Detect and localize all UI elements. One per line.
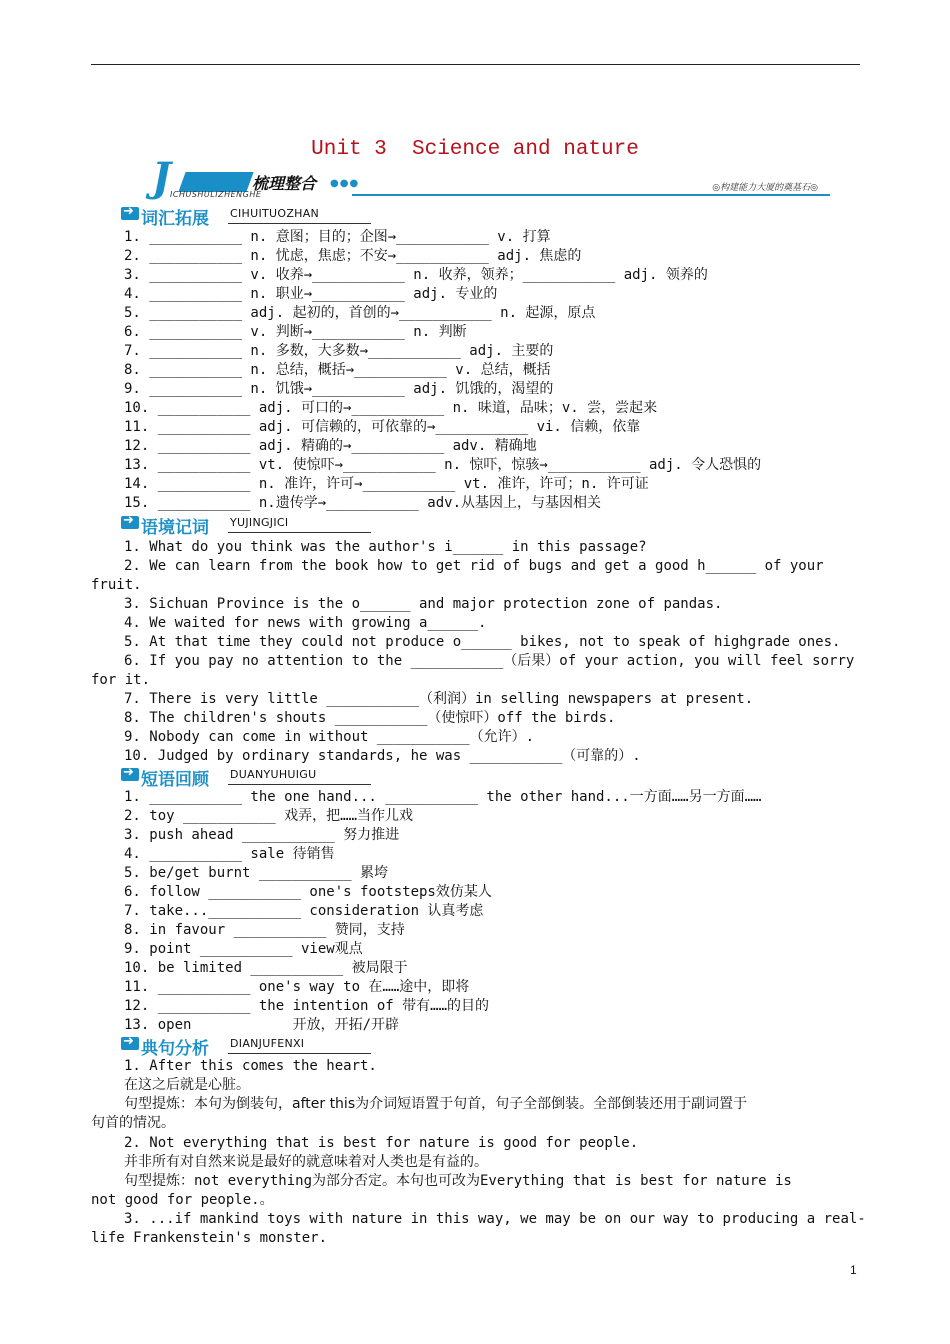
list-item: 1. What do you think was the author's i______ in this passage? — [124, 539, 647, 555]
list-item: 5. ___________ adj. 起初的，首创的→___________ n. 起源，原点 — [124, 305, 596, 321]
sentence-translation: 并非所有对自然来说是最好的就意味着对人类也是有益的。 — [124, 1154, 488, 1170]
arrow-icon — [121, 207, 139, 220]
list-item: 13. ___________ vt. 使惊吓→___________ n. 惊吓，惊骇→___________ adj. 令人恐惧的 — [124, 457, 762, 473]
list-item: 2. We can learn from the book how to get rid of bugs and get a good h______ of your — [124, 558, 824, 574]
list-item: 1. ___________ the one hand... ___________ the other hand...一方面……另一方面…… — [124, 789, 762, 805]
list-item: 14. ___________ n. 准许，许可→___________ vt. 准许，许可；n. 许可证 — [124, 476, 649, 492]
list-item: fruit. — [91, 577, 142, 593]
section-pinyin: DUANYUHUIGU — [230, 768, 317, 781]
section-title: 语境记词 — [141, 518, 209, 538]
list-item: 10. Judged by ordinary standards, he was ___________（可靠的）. — [124, 748, 641, 764]
list-item: 12. ___________ adj. 精确的→___________ adv. 精确地 — [124, 438, 537, 454]
list-item: 6. follow ___________ one's footsteps效仿某人 — [124, 884, 492, 900]
section-underline — [228, 1053, 371, 1054]
list-item: 2. ___________ n. 忧虑，焦虑；不安→___________ adj. 焦虑的 — [124, 248, 582, 264]
list-item: 2. toy ___________ 戏弄，把……当作儿戏 — [124, 808, 414, 824]
sentence-item: 1. After this comes the heart. — [124, 1058, 377, 1074]
list-item: 7. There is very little ___________（利润）in selling newspapers at present. — [124, 691, 754, 707]
section-title: 典句分析 — [141, 1039, 209, 1059]
banner-dots: ●●● — [330, 178, 360, 189]
list-item: 11. ___________ one's way to 在……途中，即将 — [124, 979, 470, 995]
section-underline — [228, 784, 371, 785]
sentence-item: life Frankenstein's monster. — [91, 1230, 328, 1246]
page-number: 1 — [850, 1263, 857, 1277]
banner-label: 梳理整合 — [252, 174, 317, 193]
list-item: 7. take...___________ consideration 认真考虑 — [124, 903, 484, 919]
section-underline — [228, 223, 371, 224]
list-item: 4. ___________ n. 职业→___________ adj. 专业的 — [124, 286, 498, 302]
arrow-icon — [121, 1037, 139, 1050]
list-item: 15. ___________ n.遗传学→___________ adv.从基因上，与基因相关 — [124, 495, 602, 511]
list-item: 5. be/get burnt ___________ 累垮 — [124, 865, 389, 881]
list-item: 10. be limited ___________ 被局限于 — [124, 960, 408, 976]
sentence-note: 句型提炼：本句为倒装句，after this为介词短语置于句首，句子全部倒装。全部倒装还用于副词置于 — [124, 1096, 748, 1112]
sentence-note: not good for people.。 — [91, 1192, 274, 1208]
list-item: 9. ___________ n. 饥饿→___________ adj. 饥饿的，渴望的 — [124, 381, 554, 397]
section-pinyin: DIANJUFENXI — [230, 1037, 305, 1050]
list-item: 5. At that time they could not produce o______ bikes, not to speak of highgrade ones. — [124, 634, 841, 650]
list-item: 1. ___________ n. 意图；目的；企图→___________ v. 打算 — [124, 229, 551, 245]
banner-pinyin: ICHUSHULIZHENGHE — [170, 190, 262, 199]
section-title: 词汇拓展 — [141, 209, 209, 229]
section-underline — [228, 532, 371, 533]
sentence-translation: 在这之后就是心脏。 — [124, 1077, 250, 1093]
sentence-note: 句型提炼：not everything为部分否定。本句也可改为Everything that is best for nature is — [124, 1173, 792, 1189]
arrow-icon — [121, 516, 139, 529]
section-pinyin: CIHUITUOZHAN — [230, 207, 320, 220]
list-item: 4. We waited for news with growing a______. — [124, 615, 487, 631]
list-item: 12. ___________ the intention of 带有……的目的 — [124, 998, 490, 1014]
page-title: Unit 3 Science and nature — [311, 138, 639, 161]
list-item: 3. Sichuan Province is the o______ and major protection zone of pandas. — [124, 596, 723, 612]
list-item: 7. ___________ n. 多数，大多数→___________ adj. 主要的 — [124, 343, 554, 359]
sentence-item: 3. ...if mankind toys with nature in this way, we may be on our way to producing a real- — [124, 1211, 866, 1227]
section-banner — [152, 154, 832, 201]
list-item: 4. ___________ sale 待销售 — [124, 846, 335, 862]
list-item: 6. ___________ v. 判断→___________ n. 判断 — [124, 324, 467, 340]
banner-right-label: ◎构建能力大厦的奠基石◎ — [712, 183, 818, 193]
banner-letter: J — [152, 154, 171, 201]
banner-rule — [352, 194, 830, 196]
header-rule — [91, 64, 860, 65]
list-item: 8. in favour ___________ 赞同，支持 — [124, 922, 405, 938]
banner-bar — [178, 172, 253, 192]
list-item: 9. point ___________ view观点 — [124, 941, 363, 957]
list-item: 10. ___________ adj. 可口的→___________ n. 味道，品味；v. 尝，尝起来 — [124, 400, 658, 416]
list-item: 3. ___________ v. 收养→___________ n. 收养，领养；___________ adj. 领养的 — [124, 267, 708, 283]
sentence-item: 2. Not everything that is best for nature is good for people. — [124, 1135, 639, 1151]
arrow-icon — [121, 768, 139, 781]
list-item: 9. Nobody can come in without ___________（允许）. — [124, 729, 535, 745]
list-item: 13. open 开放，开拓/开辟 — [124, 1017, 400, 1033]
list-item: 8. The children's shouts ___________（使惊吓）off the birds. — [124, 710, 616, 726]
section-pinyin: YUJINGJICI — [230, 516, 289, 529]
list-item: 6. If you pay no attention to the ___________（后果）of your action, you will feel sorry — [124, 653, 855, 669]
list-item: 11. ___________ adj. 可信赖的，可依靠的→___________ vi. 信赖，依靠 — [124, 419, 641, 435]
list-item: for it. — [91, 672, 151, 688]
section-title: 短语回顾 — [141, 770, 209, 790]
list-item: 8. ___________ n. 总结，概括→___________ v. 总结，概括 — [124, 362, 551, 378]
list-item: 3. push ahead ___________ 努力推进 — [124, 827, 400, 843]
sentence-note: 句首的情况。 — [91, 1115, 175, 1131]
